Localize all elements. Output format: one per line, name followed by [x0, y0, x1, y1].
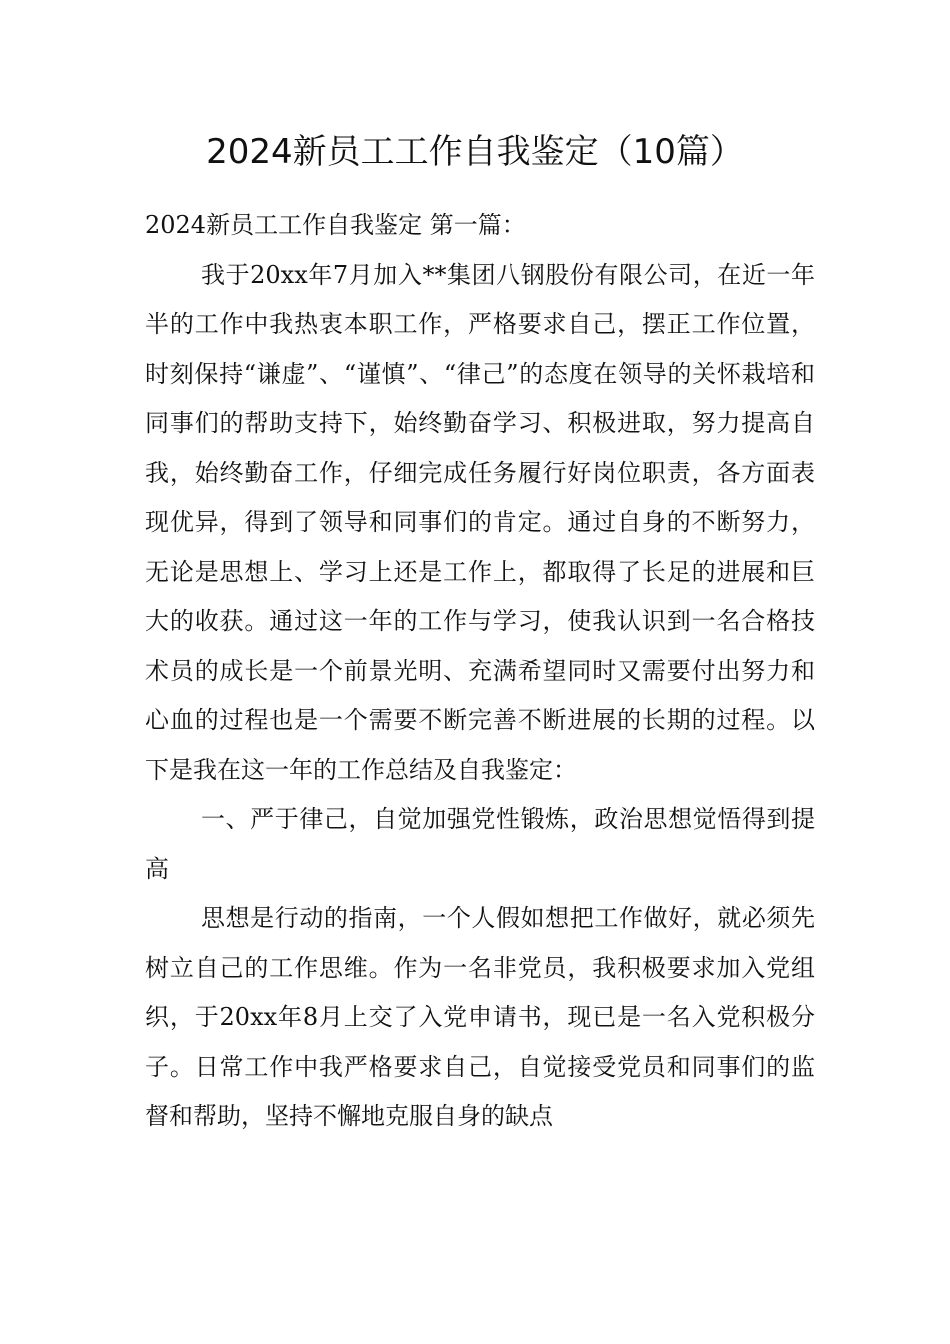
paragraph-thoughts: 思想是行动的指南，一个人假如想把工作做好，就必须先树立自己的工作思维。作为一名非党员，我积极要求加入党组织，于20xx年8月上交了入党申请书，现已是一名入党积极分子。日常工作中我严格要求自己，自觉接受党员和同事们的监督和帮助，坚持不懈地克服自身的缺点 — [145, 904, 815, 1130]
paragraph-intro: 我于20xx年7月加入**集团八钢股份有限公司，在近一年半的工作中我热衷本职工作，严格要求自己，摆正工作位置，时刻保持“谦虚”、“谨慎”、“律己”的态度在领导的关怀栽培和同事们的帮助支持下，始终勤奋学习、积极进取，努力提高自我，始终勤奋工作，仔细完成任务履行好岗位职责，各方面表现优异，得到了领导和同事们的肯定。通过自身的不断努力，无论是思想上、学习上还是工作上，都取得了长足的进展和巨大的收获。通过这一年的工作与学习，使我认识到一名合格技术员的成长是一个前景光明、充满希望同时又需要付出努力和心血的过程也是一个需要不断完善不断进展的长期的过程。以下是我在这一年的工作总结及自我鉴定： — [145, 260, 815, 784]
section-heading: 2024新员工工作自我鉴定 第一篇： — [145, 211, 526, 239]
paragraph-subheading-one: 一、严于律己，自觉加强党性锻炼，政治思想觉悟得到提高 — [145, 805, 815, 883]
document-body — [145, 201, 815, 1142]
document-title: 2024新员工工作自我鉴定（10篇） — [206, 132, 744, 172]
